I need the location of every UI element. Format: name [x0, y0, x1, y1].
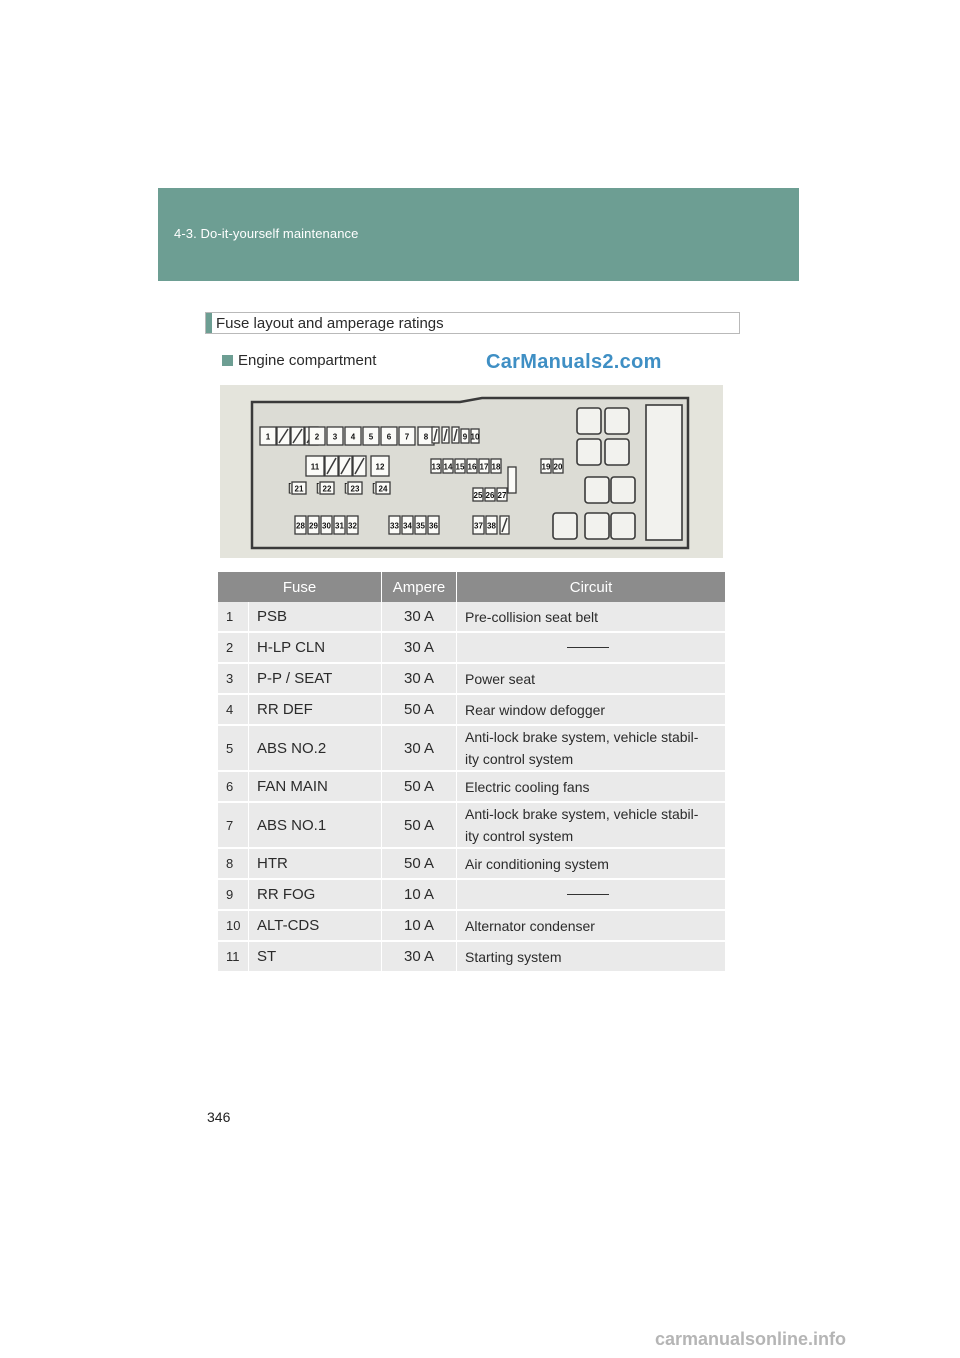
fuse-label: 28 [296, 521, 305, 531]
relay-slot [577, 439, 601, 465]
circuit-line-2: ity control system [465, 828, 574, 844]
fuse-circuit [457, 802, 726, 848]
fuse-name: ABS NO.2 [249, 725, 382, 771]
fuse-label: 5 [368, 432, 374, 442]
chapter-header-band [158, 188, 799, 281]
fuse-label: 21 [294, 484, 304, 494]
bracket-icon: [ [344, 482, 348, 494]
fuse-label: 20 [553, 462, 563, 472]
relay-slot [611, 477, 635, 503]
fuse-circuit: Starting system [457, 941, 726, 972]
large-fuse-block [646, 405, 682, 540]
fuse-number: 5 [218, 725, 249, 771]
fuse-label: 8 [423, 432, 429, 442]
table-row [218, 694, 725, 725]
fuse-label: 26 [485, 491, 495, 500]
bracket-icon: [ [372, 482, 376, 494]
fuse-number: 7 [218, 802, 249, 848]
table-row [218, 771, 725, 802]
fuse-ampere: 30 A [382, 663, 457, 694]
relay-slot [585, 513, 609, 539]
fuse-ampere: 50 A [382, 694, 457, 725]
fuse-name: PSB [249, 602, 382, 632]
fuse-label: 11 [310, 462, 320, 472]
section-title-bar [205, 312, 740, 334]
dash-icon [567, 647, 609, 649]
table-row [218, 941, 725, 972]
col-fuse: Fuse [218, 572, 382, 602]
fuse-number: 6 [218, 771, 249, 802]
fuse-label: 17 [479, 462, 489, 472]
fuse-label: 16 [467, 462, 477, 472]
table-row [218, 879, 725, 910]
fuse-box-diagram [220, 385, 723, 558]
table-row [218, 602, 725, 632]
fuse-label: 36 [429, 521, 438, 531]
fuse-ampere: 50 A [382, 802, 457, 848]
fuse-name: H-LP CLN [249, 632, 382, 663]
table-header-row [218, 572, 725, 602]
fuse-label: 24 [378, 484, 388, 494]
fuse-label: 37 [474, 521, 483, 531]
fuse-label: 22 [322, 484, 332, 494]
circuit-line-1: Anti-lock brake system, vehicle stabil- [465, 806, 699, 822]
fuse-label: 38 [487, 521, 496, 531]
dash-icon [567, 894, 609, 896]
fuse-ampere: 50 A [382, 848, 457, 879]
fuse-circuit: Electric cooling fans [457, 771, 726, 802]
fuse-number: 2 [218, 632, 249, 663]
relay-slot [611, 513, 635, 539]
col-ampere: Ampere [382, 572, 457, 602]
relay-slot [577, 408, 601, 434]
bracket-icon: [ [316, 482, 320, 494]
fuse-number: 11 [218, 941, 249, 972]
table-row [218, 725, 725, 771]
section-label: 4-3. Do-it-yourself maintenance [174, 226, 359, 241]
table-row [218, 632, 725, 663]
table-row [218, 910, 725, 941]
fuse-ampere: 30 A [382, 941, 457, 972]
watermark-link[interactable]: CarManuals2.com [486, 351, 662, 373]
fuse-label: 31 [335, 521, 344, 531]
fuse-label: 4 [350, 432, 356, 442]
fuse-label: 19 [541, 462, 551, 472]
bracket-icon: [ [288, 482, 292, 494]
fuse-name: ABS NO.1 [249, 802, 382, 848]
long-fuse [508, 467, 516, 493]
fuse-circuit-none [457, 879, 726, 910]
relay-slot [605, 408, 629, 434]
fuse-name: HTR [249, 848, 382, 879]
relay-slot [605, 439, 629, 465]
fuse-number: 3 [218, 663, 249, 694]
fuse-label: 1 [265, 432, 271, 442]
fuse-number: 10 [218, 910, 249, 941]
fuse-ampere: 50 A [382, 771, 457, 802]
fuse-label: 6 [386, 432, 392, 442]
table-row [218, 848, 725, 879]
fuse-label: 33 [390, 521, 399, 531]
fuse-label: 9 [462, 432, 468, 442]
subheading [222, 352, 376, 369]
footer-watermark-link[interactable]: carmanualsonline.info [655, 1329, 847, 1349]
fuse-label: 23 [350, 484, 360, 494]
fuse-label: 15 [455, 462, 465, 472]
fuse-label: 34 [403, 521, 412, 531]
fuse-ampere: 30 A [382, 725, 457, 771]
fuse-box-svg [220, 385, 723, 558]
fuse-label: 10 [470, 432, 480, 442]
fuse-label: 14 [443, 462, 453, 472]
fuse-ampere: 30 A [382, 632, 457, 663]
fuse-label: 7 [404, 432, 410, 442]
fuse-circuit [457, 725, 726, 771]
fuse-circuit: Air conditioning system [457, 848, 726, 879]
fuse-label: 35 [416, 521, 425, 531]
fuse-label: 32 [348, 521, 357, 531]
fuse-name: FAN MAIN [249, 771, 382, 802]
fuse-label: 25 [473, 491, 483, 500]
fuse-number: 8 [218, 848, 249, 879]
section-accent [206, 313, 212, 333]
fuse-ampere: 10 A [382, 879, 457, 910]
fuse-name: RR FOG [249, 879, 382, 910]
fuse-name: ST [249, 941, 382, 972]
fuse-name: RR DEF [249, 694, 382, 725]
subheading-text: Engine compartment [238, 352, 377, 369]
fuse-table [218, 572, 725, 973]
fuse-name: ALT-CDS [249, 910, 382, 941]
relay-slot [553, 513, 577, 539]
table-row [218, 663, 725, 694]
col-circuit: Circuit [457, 572, 726, 602]
square-bullet-icon [222, 355, 233, 366]
fuse-ampere: 30 A [382, 602, 457, 632]
fuse-label: 2 [314, 432, 320, 442]
fuse-label: 27 [497, 491, 507, 500]
fuse-label: 29 [309, 521, 318, 531]
fuse-ampere: 10 A [382, 910, 457, 941]
circuit-line-1: Anti-lock brake system, vehicle stabil- [465, 729, 699, 745]
fuse-circuit: Pre-collision seat belt [457, 602, 726, 632]
fuse-circuit: Rear window defogger [457, 694, 726, 725]
fuse-circuit-none [457, 632, 726, 663]
table-row [218, 802, 725, 848]
fuse-number: 4 [218, 694, 249, 725]
fuse-circuit: Power seat [457, 663, 726, 694]
fuse-label: 13 [431, 462, 441, 472]
fuse-number: 9 [218, 879, 249, 910]
fuse-name: P-P / SEAT [249, 663, 382, 694]
section-title: Fuse layout and amperage ratings [216, 315, 444, 332]
relay-slot [585, 477, 609, 503]
page-number: 346 [207, 1109, 231, 1125]
fuse-label: 30 [322, 521, 331, 531]
fuse-circuit: Alternator condenser [457, 910, 726, 941]
fuse-number: 1 [218, 602, 249, 632]
fuse-label: 18 [491, 462, 501, 472]
circuit-line-2: ity control system [465, 751, 574, 767]
fuse-label: 3 [332, 432, 338, 442]
fuse-label: 12 [375, 462, 385, 472]
